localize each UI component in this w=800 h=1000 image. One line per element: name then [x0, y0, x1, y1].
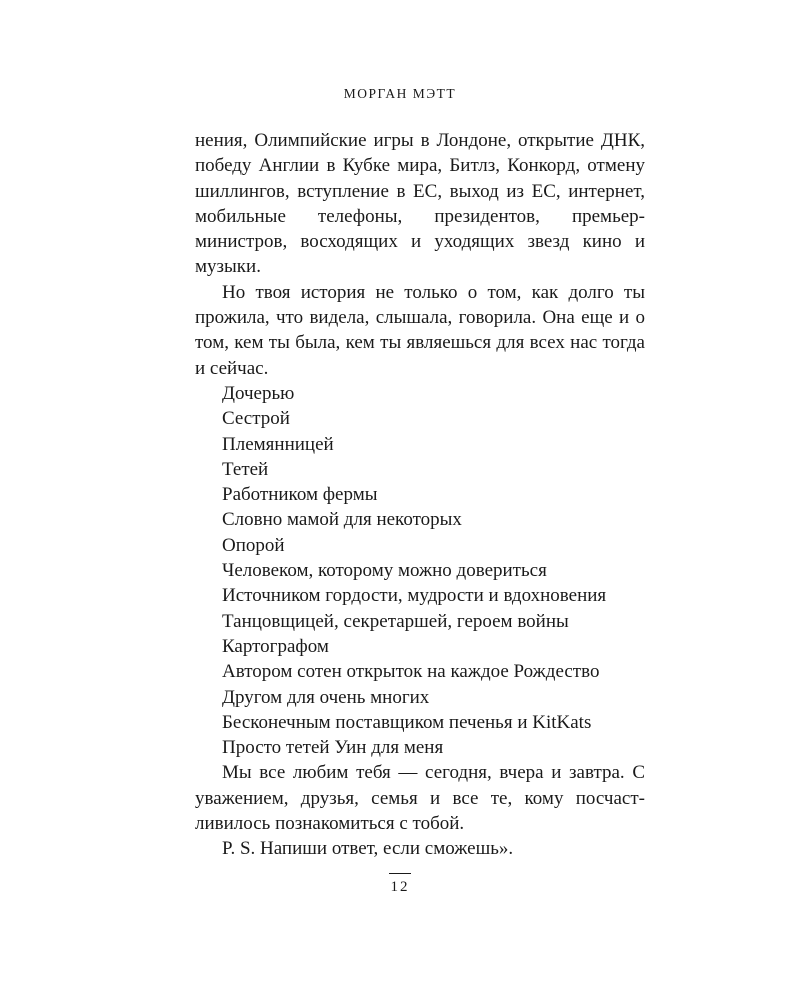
page-number-block	[0, 873, 800, 896]
paragraph: P. S. Напиши ответ, если сможешь».	[222, 838, 514, 860]
list-item: Картографом	[222, 635, 329, 657]
page-number: 12	[390, 879, 410, 896]
list-item: Дочерью	[222, 382, 295, 404]
list-item: Человеком, которому можно довериться	[222, 560, 547, 582]
body-text	[195, 128, 645, 862]
paragraph: Мы все любим тебя — сегодня, вчера и завтра. С уважением, друзья, семья и все те, кому посчастливилось познакомиться с тобой.	[195, 762, 645, 835]
paragraph: Но твоя история не только о том, как долго ты прожила, что видела, слышала, говорила. Она еще и о том, кем ты была, кем ты являешься для всех нас тогда и сейчас.	[195, 281, 645, 379]
list-item: Просто тетей Уин для меня	[222, 737, 444, 759]
list	[195, 381, 645, 760]
list-item: Племянницей	[222, 433, 334, 455]
list-item: Словно мамой для некоторых	[222, 509, 462, 531]
list-item: Тетей	[222, 458, 269, 480]
list-item: Опорой	[222, 534, 285, 556]
list-item: Источником гордости, мудрости и вдохновения	[222, 585, 607, 607]
list-item: Другом для очень многих	[222, 686, 430, 708]
list-item: Работником фермы	[222, 484, 378, 506]
list-item: Автором сотен открыток на каждое Рождество	[222, 661, 600, 683]
list-item: Бесконечным поставщиком печенья и KitKats	[222, 711, 592, 733]
list-item: Танцовщицей, секретаршей, героем войны	[222, 610, 569, 632]
list-item: Сестрой	[222, 408, 290, 430]
paragraph: нения, Олимпийские игры в Лондоне, открытие ДНК, победу Англии в Кубке мира, Битлз, Конкорд, отмену шиллингов, вступление в ЕС, выход из ЕС, интернет, мобильные телефоны, президентов, премьер-министров, восходящих и уходящих звезд кино и музыки.	[195, 130, 645, 278]
divider	[389, 873, 411, 874]
running-head: МОРГАН МЭТТ	[343, 86, 457, 101]
